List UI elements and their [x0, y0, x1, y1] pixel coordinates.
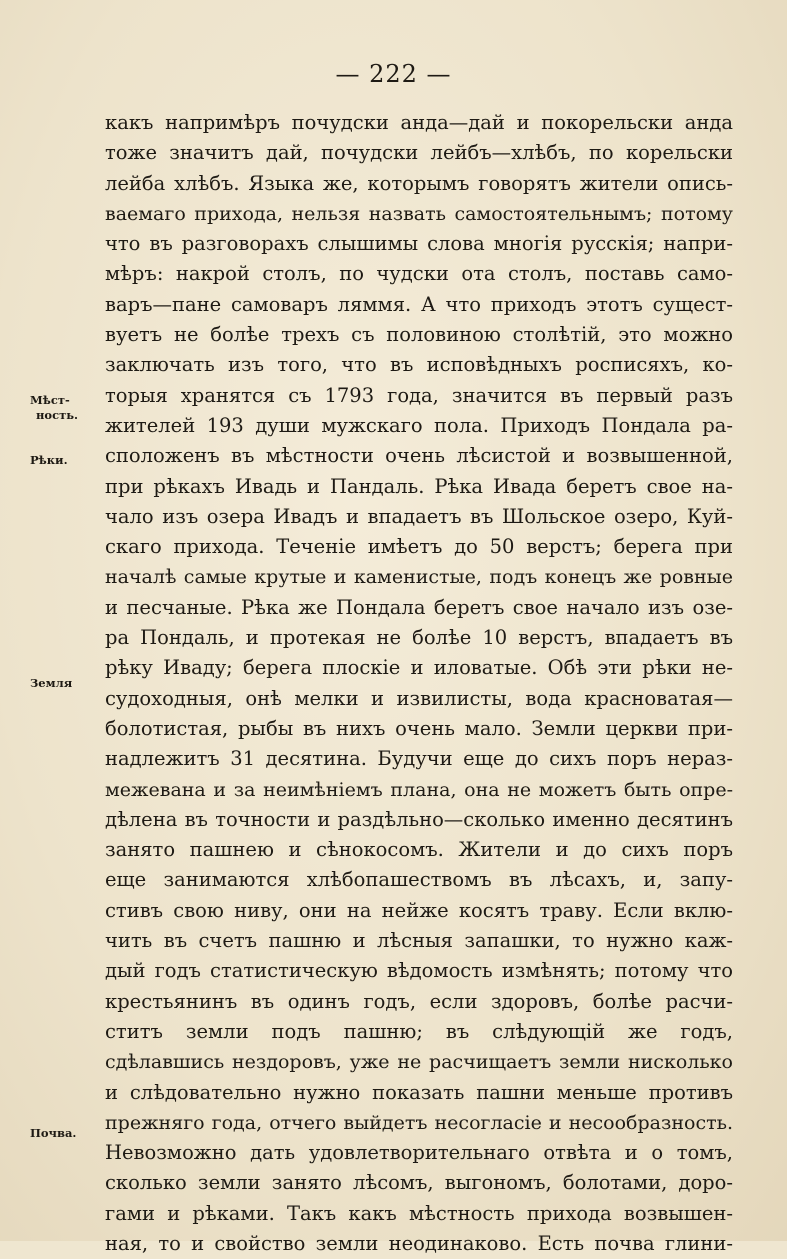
- text-line: межевана и за неимѣніемъ плана, она не можетъ быть опре-: [105, 778, 733, 801]
- margin-note-mestnost-line1: Мѣст-: [30, 393, 70, 407]
- text-line: чало изъ озера Ивадъ и впадаетъ въ Шольское озеро, Куй-: [105, 504, 733, 528]
- text-line: чить въ счетъ пашню и лѣсныя запашки, то нужно каж-: [105, 929, 733, 953]
- page-number: — 222 —: [335, 60, 452, 88]
- text-line: Невозможно дать удовлетворительнаго отвѣта и о томъ,: [105, 1141, 733, 1165]
- text-line: жителей 193 души мужскаго пола. Приходъ Пондала ра-: [105, 413, 733, 437]
- text-line: сположенъ въ мѣстности очень лѣсистой и возвышенной,: [105, 444, 733, 468]
- text-line: и песчаные. Рѣка же Пондала беретъ свое начало изъ озе-: [105, 595, 733, 619]
- text-line: болотистая, рыбы въ нихъ очень мало. Земли церкви при-: [105, 716, 733, 740]
- text-line: рѣку Иваду; берега плоскіе и иловатые. Обѣ эти рѣки не-: [105, 656, 733, 680]
- text-line: сдѣлавшись нездоровъ, уже не расчищаетъ земли нисколько: [105, 1051, 733, 1074]
- text-line: судоходныя, онѣ мелки и извилисты, вода красноватая—: [105, 686, 733, 710]
- text-line: и слѣдовательно нужно показать пашни меньше противъ: [105, 1080, 733, 1104]
- body-text: [105, 108, 733, 1259]
- text-line: дѣлена въ точности и раздѣльно—сколько именно десятинъ: [105, 807, 733, 831]
- text-line: прежняго года, отчего выйдетъ несогласіе и несообразность.: [105, 1111, 733, 1134]
- text-line: ная, то и свойство земли неодинаково. Есть почва глини-: [105, 1231, 733, 1255]
- text-line: варъ—пане самоваръ ляммя. А что приходъ этотъ сущест-: [105, 292, 733, 316]
- text-line: крестьянинъ въ одинъ годъ, если здоровъ, болѣе расчи-: [105, 989, 733, 1013]
- margin-note-mestnost-line2: ность.: [36, 408, 79, 422]
- margin-note-mestnost: [30, 393, 104, 423]
- text-line: гами и рѣками. Такъ какъ мѣстность прихода возвышен-: [105, 1201, 733, 1225]
- text-line: надлежитъ 31 десятина. Будучи еще до сихъ поръ нераз-: [105, 747, 733, 771]
- text-line: ститъ земли подъ пашню; въ слѣдующій же годъ,: [105, 1019, 733, 1043]
- text-line: сколько земли занято лѣсомъ, выгономъ, болотами, доро-: [105, 1171, 733, 1195]
- text-line: еще занимаются хлѣбопашествомъ въ лѣсахъ, и, запу-: [105, 868, 733, 892]
- text-line: тоже значитъ дай, почудски лейбъ—хлѣбъ, по корельски: [105, 141, 733, 165]
- text-line: скаго прихода. Теченіе имѣетъ до 50 верстъ; берега при: [105, 535, 733, 559]
- text-line: началѣ самые крутые и каменистые, подъ конецъ же ровные: [105, 566, 733, 589]
- text-line: стивъ свою ниву, они на нейже косятъ траву. Если вклю-: [105, 898, 733, 922]
- text-line: заключать изъ того, что въ исповѣдныхъ росписяхъ, ко-: [105, 353, 733, 377]
- margin-note-zemlya: Земля: [30, 676, 73, 690]
- text-line: мѣръ: накрой столъ, по чудски ота столъ, поставь само-: [105, 262, 733, 286]
- text-line: вуетъ не болѣе трехъ съ половиною столѣтій, это можно: [105, 323, 733, 347]
- text-line: ра Пондаль, и протекая не болѣе 10 верстъ, впадаетъ въ: [105, 626, 733, 650]
- text-line: торыя хранятся съ 1793 года, значится въ первый разъ: [105, 383, 733, 407]
- text-line: ваемаго прихода, нельзя назвать самостоятельнымъ; потому: [105, 202, 733, 225]
- text-line: при рѣкахъ Ивадь и Пандаль. Рѣка Ивада беретъ свое на-: [105, 474, 733, 498]
- text-line: дый годъ статистическую вѣдомость измѣнять; потому что: [105, 959, 733, 983]
- text-line: что въ разговорахъ слышимы слова многія русскія; напри-: [105, 232, 733, 256]
- margin-note-reki: Рѣки.: [30, 453, 68, 467]
- text-line: какъ напримѣръ почудски анда—дай и покорельски анда: [105, 111, 733, 134]
- text-line: занято пашнею и сѣнокосомъ. Жители и до сихъ поръ: [105, 838, 733, 862]
- text-line: лейба хлѣбъ. Языка же, которымъ говорятъ жители опись-: [105, 171, 733, 195]
- margin-note-pochva: Почва.: [30, 1126, 77, 1140]
